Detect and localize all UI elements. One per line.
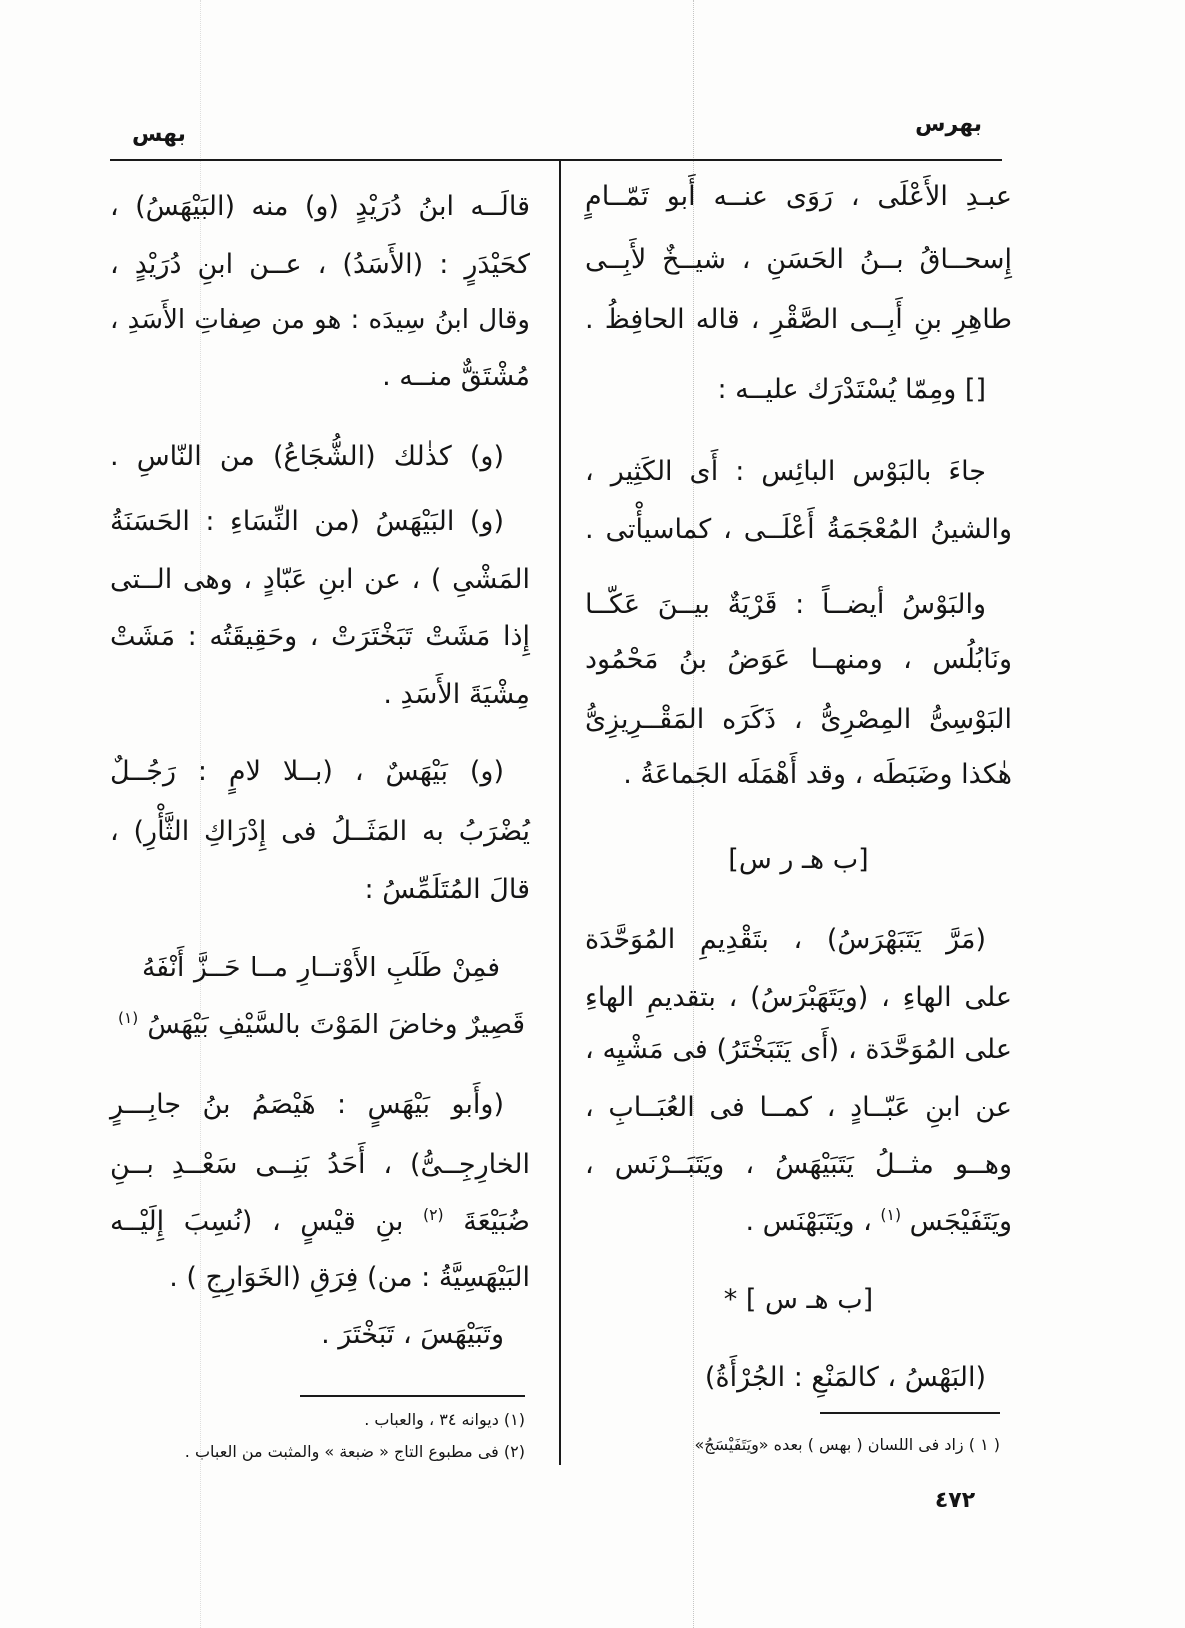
right-column-line: إِسحــاقُ بــنُ الحَسَنِ ، شيــخٌ لأَبِــى (585, 244, 1012, 275)
line-text: ويَتَفَيْجَس (909, 1206, 1012, 1237)
right-column-line (585, 1200, 1012, 1244)
column-divider (559, 160, 561, 1465)
left-column-line (110, 1200, 530, 1244)
page-number: ٤٧٢ (934, 1488, 976, 1513)
entry-heading: [ب هـ س ] * (723, 1284, 874, 1315)
running-header-right: بهرس (915, 112, 982, 137)
left-column-line: (و) كذٰلك (الشُّجَاعُ) من النّاسِ . (110, 441, 504, 472)
right-column-line: طاهِرِ بنِ أَبِــى الصَّقْرِ ، قاله الحافِظُ . (585, 304, 1012, 335)
left-column-line: مِشْيَةَ الأَسَدِ . (383, 679, 530, 710)
left-column-line: قالَ المُتَلَمِّسُ : (364, 874, 530, 905)
left-column-line: (و) البَيْهَسُ (من النِّسَاءِ : الحَسَنَةُ (110, 506, 504, 537)
verse-line: فمِنْ طَلَبِ الأَوْتــارِ مــا حَــزَّ أَنْفَهُ (142, 952, 500, 983)
line-text: ضُبَيْعَةَ (463, 1206, 530, 1237)
right-column-line: (مَرَّ يَتَبَهْرَسُ) ، بتَقْدِيمِ المُوَحَّدَة (585, 924, 986, 955)
verse-line (110, 1003, 530, 1047)
right-column-line: عبـدِ الأَعْلَى ، رَوَى عنــه أَبو تَمّــامٍ (585, 181, 1012, 212)
mustadrak-heading: [] ومِمّا يُسْتَدْرَك عليــه : (717, 374, 986, 405)
right-column-line: عن ابنِ عَبّــادٍ ، كمــا فى العُبَــابِ ، (585, 1092, 1012, 1123)
footnote-ref: (١) (880, 1205, 902, 1224)
footnote: (١) ديوانه ٣٤ ، والعباب . (364, 1410, 525, 1429)
footnote-ref: (١) (118, 1009, 139, 1028)
entry-heading: [ب هـ ر س] (728, 844, 869, 875)
right-column-line: على المُوَحَّدَة ، (أَى يَتَبَخْتَرُ) فى مَشْيِه ، (585, 1034, 1012, 1065)
right-column-line: (البَهْسُ ، كالمَنْعِ : الجُرْأَةُ) (704, 1362, 986, 1393)
left-column-line: كحَيْدَرٍ : (الأَسَدُ) ، عــن ابنِ دُرَيْدٍ ، (110, 249, 530, 280)
left-column-line: (و) بَيْهَسٌ ، (بــلا لامٍ : رَجُــلٌ (110, 756, 504, 787)
left-column-line: يُضْرَبُ به المَثَــلُ فى إِدْرَاكِ الثَّأْرِ) ، (110, 816, 530, 847)
right-column-line: والبَوْسُ أيضــاً : قَرْيَةٌ بيــنَ عَكّــا (585, 589, 986, 620)
left-column-line: قالَــه ابنُ دُرَيْدٍ (و) منه (البَيْهَسُ) ، (110, 191, 530, 222)
right-column-line: جاءَ بالبَوْس البائِس : أَى الكَثِير ، (585, 456, 986, 487)
left-column-line: المَشْىِ ) ، عن ابنِ عَبّادٍ ، وهى الــتى (110, 564, 530, 595)
right-column-line: البَوْسِىُّ المِصْرِىُّ ، ذَكَرَه المَقْــرِيزِىُّ (585, 704, 1012, 735)
left-column-line: الخارِجِــىُّ) ، أَحَدُ بَنِــى سَعْــدِ بــنِ (110, 1149, 530, 1180)
left-column-line: وتَبَيْهَسَ ، تَبَخْتَرَ . (321, 1319, 504, 1350)
running-header-left: بهس (132, 122, 186, 147)
footnote: (٢) فى مطبوع التاج « ضبعة » والمثبت من العباب . (184, 1442, 525, 1461)
header-rule (110, 159, 1002, 161)
right-column-line: هٰكذا وضَبَطَه ، وقد أَهْمَلَه الجَماعَةُ . (623, 759, 1012, 790)
right-column-line: على الهاءِ ، (ويَتَهَبْرَسُ) ، بتقديمِ الهاءِ (585, 982, 1012, 1013)
line-text: بنِ قيْسٍ ، (نُسِبَ إِلَيْــه (110, 1206, 404, 1237)
right-column-line: والشينُ المُعْجَمَةُ أَعْلَــى ، كماسيأْتى . (585, 514, 1012, 545)
line-text: ، ويَتَبَهْنَس . (745, 1206, 872, 1237)
left-column-line: إِذا مَشَتْ تَبَخْتَرَتْ ، وحَقِيقَتُه : مَشَتْ (110, 621, 530, 652)
right-column-line: ونَابُلُس ، ومنهــا عَوَضُ بنُ مَحْمُود (585, 644, 1012, 675)
left-column-line: مُشْتَقٌّ منــه . (382, 361, 530, 392)
footnote: ( ١ ) زاد فى اللسان ( بهس ) بعده «ويَتَفَيْسَجُ» (694, 1435, 1000, 1454)
left-column-line: (وأَبو بَيْهَسٍ : هَيْصَمُ بنُ جابِـــرٍ (110, 1089, 504, 1120)
right-column-line: وهــو مثــلُ يَتَبَيْهَسُ ، ويَتَبَــرْنَس ، (585, 1149, 1012, 1180)
left-column-line: وقال ابنُ سِيدَه : هو من صِفاتِ الأَسَدِ ، (110, 305, 530, 335)
left-column-line: البَيْهَسِيَّةُ : من) فِرَقِ (الخَوَارِجِ ) . (169, 1262, 530, 1293)
line-text: قَصِيرٌ وخاضَ المَوْتَ بالسَّيْفِ بَيْهَسُ (147, 1009, 525, 1040)
footnote-ref: (٢) (423, 1205, 444, 1224)
footnote-rule (820, 1412, 1000, 1414)
footnote-rule (300, 1395, 525, 1397)
